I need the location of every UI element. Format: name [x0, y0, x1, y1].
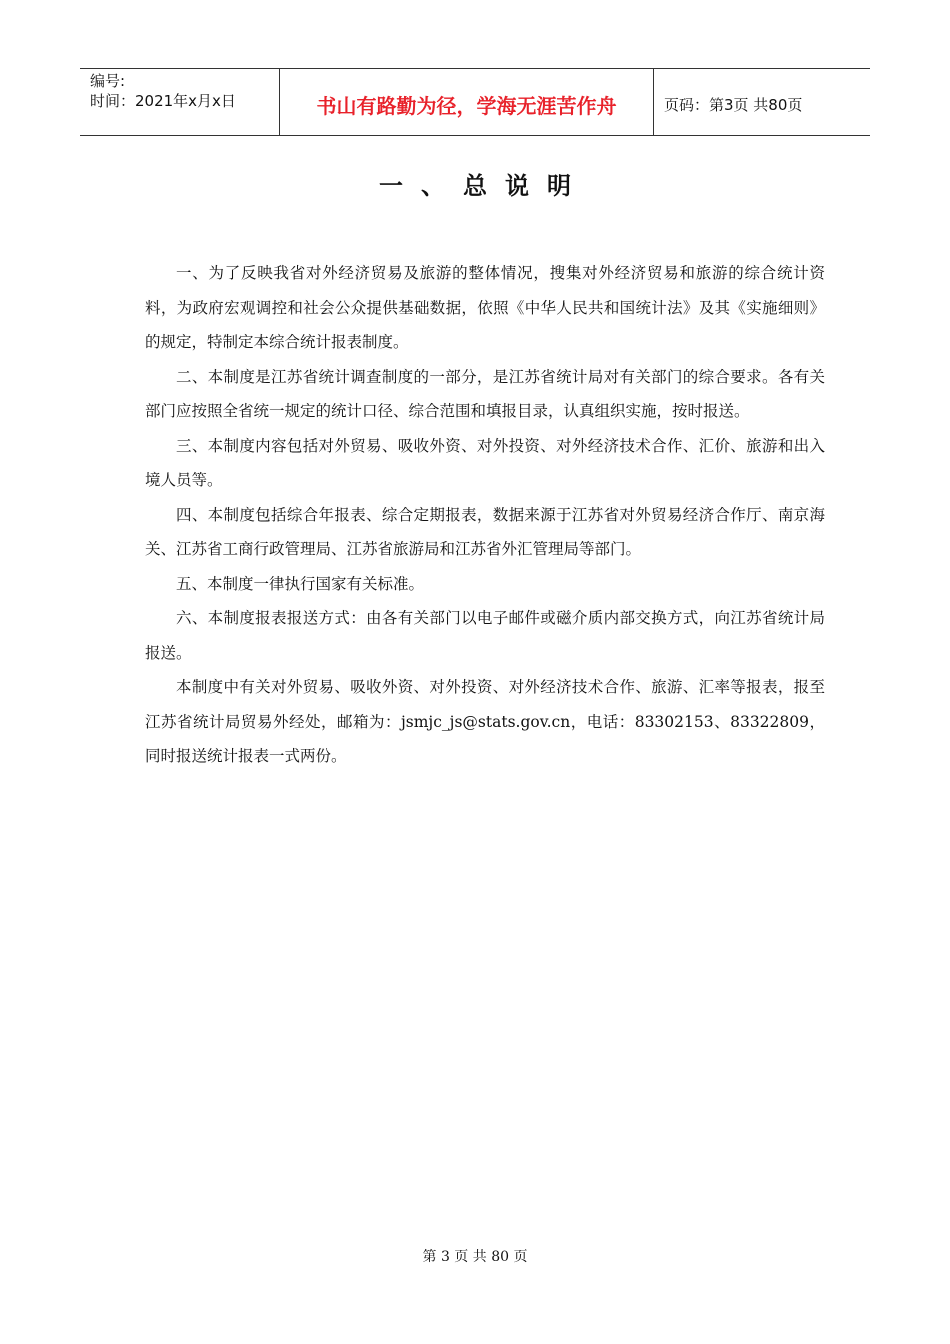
paragraph-3: 三、本制度内容包括对外贸易、吸收外资、对外投资、对外经济技术合作、汇价、旅游和出入境人员等。 — [145, 436, 825, 489]
paragraph-4: 四、本制度包括综合年报表、综合定期报表，数据来源于江苏省对外贸易经济合作厅、南京海关、江苏省工商行政管理局、江苏省旅游局和江苏省外汇管理局等部门。 — [145, 505, 825, 558]
page-header — [80, 68, 870, 136]
paragraph-5: 五、本制度一律执行国家有关标准。 — [176, 574, 425, 593]
document-number-label: 编号: — [90, 72, 126, 90]
document-date: 时间：2021年x月x日 — [90, 92, 236, 110]
paragraph-7: 本制度中有关对外贸易、吸收外资、对外投资、对外经济技术合作、旅游、汇率等报表，报至江苏省统计局贸易外经处，邮箱为：jsmjc_js@stats.gov.cn，电话：83302153、83322809，同时报送统计报表一式两份。 — [145, 678, 825, 765]
header-motto: 书山有路勤为径，学海无涯苦作舟 — [280, 69, 654, 135]
document-body — [145, 256, 825, 774]
paragraph-2: 二、本制度是江苏省统计调查制度的一部分，是江苏省统计局对有关部门的综合要求。各有关部门应按照全省统一规定的统计口径、综合范围和填报目录，认真组织实施，按时报送。 — [145, 367, 825, 420]
page-footer: 第 3 页 共 80 页 — [422, 1249, 528, 1265]
section-title: 一、总说明 — [379, 172, 589, 200]
header-page-info: 页码：第3页 共80页 — [664, 95, 803, 114]
header-meta-cell — [80, 69, 280, 135]
paragraph-6: 六、本制度报表报送方式：由各有关部门以电子邮件或磁介质内部交换方式，向江苏省统计局报送。 — [145, 609, 825, 662]
paragraph-1: 一、为了反映我省对外经济贸易及旅游的整体情况，搜集对外经济贸易和旅游的综合统计资料，为政府宏观调控和社会公众提供基础数据，依照《中华人民共和国统计法》及其《实施细则》的规定，特制定本综合统计报表制度。 — [145, 264, 825, 351]
